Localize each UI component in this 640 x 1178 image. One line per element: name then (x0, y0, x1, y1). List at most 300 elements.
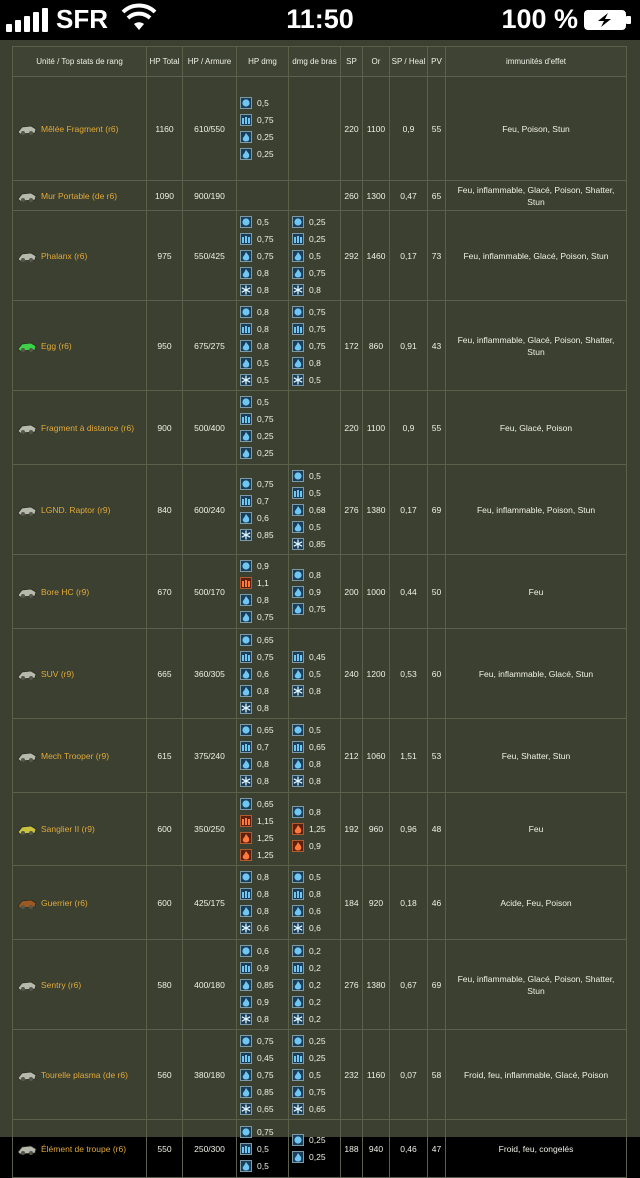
damage-value: 0,75 (309, 306, 326, 317)
unit-name-link[interactable]: Élément de troupe (r6) (41, 1143, 127, 1154)
damage-entry (240, 411, 285, 428)
cell-hp-total: 900 (147, 391, 183, 465)
cell-arm-dmg (289, 465, 341, 555)
cell-immunities: Feu, Shatter, Stun (446, 719, 627, 793)
cell-sp-heal: 0,9 (390, 77, 428, 181)
damage-value: 0,5 (257, 216, 269, 227)
damage-value: 0,5 (257, 397, 269, 407)
damage-value: 0,8 (257, 306, 269, 317)
unit-name-link[interactable]: Guerrier (r6) (41, 897, 88, 908)
header-sp: SP (341, 47, 363, 77)
cell-or: 1100 (363, 391, 390, 465)
damage-entry (240, 112, 285, 129)
damage-value: 1,25 (257, 832, 274, 843)
flame-icon (240, 611, 252, 623)
flame-icon (240, 1069, 252, 1081)
blue-orb-icon (240, 97, 252, 109)
damage-value: 0,25 (257, 448, 274, 458)
cell-pv: 65 (428, 181, 446, 211)
damage-value: 0,75 (257, 115, 274, 125)
cell-hp-total: 580 (147, 940, 183, 1030)
unit-mech-icon (16, 748, 38, 764)
damage-value: 0,75 (309, 323, 326, 334)
table-row (13, 391, 627, 465)
cell-pv: 69 (428, 465, 446, 555)
damage-value: 0,65 (309, 742, 326, 752)
table-row (13, 1030, 627, 1120)
blue-orb-icon (240, 396, 252, 408)
flame-icon (240, 996, 252, 1008)
damage-value: 0,5 (309, 250, 321, 261)
cell-or: 1380 (363, 465, 390, 555)
cell-pv: 47 (428, 1120, 446, 1178)
damage-value: 0,65 (257, 634, 274, 645)
damage-entry (240, 371, 285, 388)
damage-value: 0,7 (257, 742, 269, 752)
cell-hp-total: 1160 (147, 77, 183, 181)
damage-entry (292, 354, 337, 371)
damage-entry (240, 354, 285, 371)
damage-value: 0,5 (309, 487, 321, 498)
damage-value: 0,8 (257, 889, 269, 899)
blue-orb-icon (240, 1035, 252, 1047)
damage-entry (240, 795, 285, 812)
header-hp-total: HP Total (147, 47, 183, 77)
blue-orb-icon (240, 560, 252, 572)
cell-pv: 50 (428, 555, 446, 629)
damage-entry (292, 467, 337, 484)
flame-red-icon (240, 832, 252, 844)
damage-entry (292, 903, 337, 920)
table-row (13, 181, 627, 211)
damage-value: 1,25 (309, 824, 326, 834)
damage-value: 0,5 (309, 374, 321, 385)
damage-value: 0,25 (309, 216, 326, 227)
damage-entry (292, 566, 337, 583)
unit-turret-icon (16, 1067, 38, 1083)
cell-sp: 276 (341, 465, 363, 555)
damage-entry (292, 600, 337, 617)
blue-orb-icon (292, 871, 304, 883)
cell-hp-total: 950 (147, 301, 183, 391)
header-hp-dmg: HP dmg (237, 47, 289, 77)
flame-icon (240, 357, 252, 369)
damage-value: 0,5 (257, 1160, 269, 1171)
table-row (13, 793, 627, 866)
unit-tank-icon (16, 666, 38, 682)
cell-arm-dmg (289, 211, 341, 301)
damage-entry (240, 739, 285, 756)
cell-pv: 60 (428, 629, 446, 719)
damage-entry (292, 959, 337, 976)
flame-icon (240, 668, 252, 680)
cell-unit (13, 866, 147, 940)
damage-entry (240, 846, 285, 863)
unit-name-link[interactable]: SUV (r9) (41, 668, 75, 679)
unit-name-link[interactable]: Mur Portable (de r6) (41, 190, 118, 201)
cell-hp-armor: 250/300 (183, 1120, 237, 1178)
damage-entry (240, 665, 285, 682)
bullets-icon (240, 233, 252, 245)
damage-value: 0,8 (257, 702, 269, 713)
table-row (13, 719, 627, 793)
unit-name-link[interactable]: Phalanx (r6) (41, 250, 88, 261)
damage-entry (240, 722, 285, 739)
flame-red-icon (240, 849, 252, 861)
cell-sp: 172 (341, 301, 363, 391)
bullets-icon (240, 114, 252, 126)
damage-value: 0,85 (257, 530, 274, 540)
bullets-icon (240, 323, 252, 335)
unit-name-link[interactable]: LGND. Raptor (r9) (41, 504, 111, 515)
unit-name-link[interactable]: Mech Trooper (r9) (41, 750, 110, 761)
cell-hp-armor: 425/175 (183, 866, 237, 940)
damage-entry (240, 829, 285, 846)
cell-immunities: Feu, Poison, Stun (446, 77, 627, 181)
page-content[interactable] (0, 40, 640, 1171)
cell-hp-armor: 610/550 (183, 77, 237, 181)
cell-sp: 232 (341, 1030, 363, 1120)
damage-value: 0,25 (257, 149, 274, 159)
damage-value: 0,8 (257, 323, 269, 334)
cell-arm-dmg (289, 940, 341, 1030)
damage-entry (240, 303, 285, 320)
cell-or: 1200 (363, 629, 390, 719)
cell-hp-total: 670 (147, 555, 183, 629)
snowflake-icon (292, 775, 304, 787)
cell-arm-dmg (289, 391, 341, 465)
cell-hp-armor: 675/275 (183, 301, 237, 391)
damage-entry (240, 337, 285, 354)
damage-entry (240, 394, 285, 411)
damage-entry (292, 320, 337, 337)
damage-value: 0,8 (257, 595, 269, 605)
unit-tank-icon (16, 584, 38, 600)
cell-immunities: Feu (446, 793, 627, 866)
damage-value: 0,75 (257, 1126, 274, 1137)
damage-entry (292, 337, 337, 354)
cell-or: 1380 (363, 940, 390, 1030)
damage-value: 0,5 (257, 357, 269, 368)
cell-immunities: Feu, inflammable, Glacé, Stun (446, 629, 627, 719)
damage-value: 0,8 (309, 889, 321, 899)
flame-icon (292, 267, 304, 279)
flame-icon (292, 603, 304, 615)
damage-value: 0,5 (257, 98, 269, 108)
cell-hp-total: 600 (147, 866, 183, 940)
damage-entry (292, 1149, 337, 1166)
cell-sp-heal: 0,46 (390, 1120, 428, 1178)
cell-immunities: Froid, feu, inflammable, Glacé, Poison (446, 1030, 627, 1120)
cell-sp-heal: 0,17 (390, 465, 428, 555)
blue-orb-icon (292, 1035, 304, 1047)
damage-entry (292, 1066, 337, 1083)
cell-sp: 220 (341, 77, 363, 181)
damage-value: 1,1 (257, 578, 269, 588)
cell-unit (13, 940, 147, 1030)
cell-sp-heal: 0,96 (390, 793, 428, 866)
damage-value: 0,75 (309, 340, 326, 351)
cell-immunities: Feu, inflammable, Glacé, Poison, Shatter, Stun (446, 181, 627, 211)
cell-hp-dmg (237, 629, 289, 719)
damage-value: 0,8 (309, 685, 321, 696)
cell-sp: 220 (341, 391, 363, 465)
damage-entry (292, 773, 337, 790)
cell-or: 940 (363, 1120, 390, 1178)
damage-value: 0,5 (257, 1143, 269, 1154)
damage-value: 0,65 (257, 1103, 274, 1114)
damage-value: 0,6 (257, 513, 269, 523)
table-row (13, 301, 627, 391)
bullets-icon (240, 413, 252, 425)
damage-entry (292, 665, 337, 682)
damage-entry (292, 303, 337, 320)
cell-hp-dmg (237, 181, 289, 211)
damage-entry (240, 609, 285, 626)
damage-entry (240, 129, 285, 146)
unit-boar-icon (16, 821, 38, 837)
damage-entry (292, 722, 337, 739)
flame-icon (292, 1069, 304, 1081)
cell-arm-dmg (289, 181, 341, 211)
cell-pv: 43 (428, 301, 446, 391)
flame-icon (292, 340, 304, 352)
cell-sp-heal: 0,07 (390, 1030, 428, 1120)
damage-value: 0,9 (309, 841, 321, 851)
damage-value: 0,8 (309, 284, 321, 295)
blue-orb-icon (292, 470, 304, 482)
damage-value: 0,25 (257, 431, 274, 441)
damage-entry (240, 869, 285, 886)
damage-entry (292, 501, 337, 518)
cell-sp-heal: 0,44 (390, 555, 428, 629)
cell-sp-heal: 0,53 (390, 629, 428, 719)
damage-entry (292, 1132, 337, 1149)
bullets-icon (292, 962, 304, 974)
flame-icon (292, 905, 304, 917)
damage-value: 0,9 (257, 962, 269, 973)
unit-tank-icon (16, 1141, 38, 1157)
blue-orb-icon (292, 216, 304, 228)
blue-orb-icon (292, 306, 304, 318)
damage-value: 0,6 (257, 923, 269, 933)
cell-hp-dmg (237, 940, 289, 1030)
cell-unit (13, 1030, 147, 1120)
snowflake-icon (292, 922, 304, 934)
bullets-icon (292, 651, 304, 663)
flame-icon (240, 758, 252, 770)
unit-wall-icon (16, 188, 38, 204)
damage-value: 0,6 (257, 668, 269, 679)
damage-entry (240, 510, 285, 527)
damage-value: 1,15 (257, 815, 274, 826)
flame-icon (292, 357, 304, 369)
damage-entry (240, 1123, 285, 1140)
damage-value: 0,25 (309, 1152, 326, 1162)
damage-entry (240, 247, 285, 264)
cell-sp: 200 (341, 555, 363, 629)
unit-name-link[interactable]: Sanglier II (r9) (41, 824, 95, 834)
damage-entry (292, 518, 337, 535)
cell-hp-dmg (237, 719, 289, 793)
unit-name-link[interactable]: Tourelle plasma (de r6) (41, 1069, 128, 1080)
cell-immunities: Feu (446, 555, 627, 629)
blue-orb-icon (292, 806, 304, 818)
flame-icon (240, 267, 252, 279)
damage-entry (240, 699, 285, 716)
cell-sp-heal: 0,91 (390, 301, 428, 391)
damage-value: 0,65 (257, 725, 274, 735)
flame-icon (240, 148, 252, 160)
damage-entry (292, 1049, 337, 1066)
snowflake-icon (240, 529, 252, 541)
flame-icon (240, 1160, 252, 1172)
table-row (13, 1120, 627, 1178)
unit-warrior-icon (16, 895, 38, 911)
damage-value: 0,8 (309, 807, 321, 817)
damage-value: 0,8 (257, 776, 269, 786)
cell-unit (13, 793, 147, 866)
damage-entry (240, 682, 285, 699)
damage-entry (240, 756, 285, 773)
damage-entry (292, 1083, 337, 1100)
cell-sp: 292 (341, 211, 363, 301)
damage-value: 0,75 (257, 479, 274, 489)
damage-value: 0,75 (257, 612, 274, 622)
damage-entry (292, 682, 337, 699)
cell-sp: 240 (341, 629, 363, 719)
header-hp-armor: HP / Armure (183, 47, 237, 77)
cell-pv: 73 (428, 211, 446, 301)
unit-name-link[interactable]: Bore HC (r9) (41, 586, 90, 597)
cell-or: 1060 (363, 719, 390, 793)
damage-value: 0,65 (257, 798, 274, 809)
cell-immunities: Feu, Glacé, Poison (446, 391, 627, 465)
damage-entry (292, 484, 337, 501)
header-or: Or (363, 47, 390, 77)
damage-value: 0,6 (309, 923, 321, 933)
cell-arm-dmg (289, 555, 341, 629)
bullets-icon (240, 888, 252, 900)
damage-entry (292, 976, 337, 993)
flame-icon (292, 504, 304, 516)
unit-tank-icon (16, 121, 38, 137)
unit-name-link[interactable]: Sentry (r6) (41, 979, 82, 990)
damage-value: 0,5 (257, 374, 269, 385)
damage-value: 0,2 (309, 996, 321, 1007)
damage-entry (240, 993, 285, 1010)
snowflake-icon (240, 702, 252, 714)
damage-value: 0,2 (309, 945, 321, 956)
cell-hp-dmg (237, 1030, 289, 1120)
table-row (13, 465, 627, 555)
unit-name-link[interactable]: Egg (r6) (41, 340, 72, 351)
unit-name-link[interactable]: Fragment à distance (r6) (41, 422, 135, 433)
unit-tank-icon (16, 248, 38, 264)
cell-pv: 55 (428, 77, 446, 181)
cell-or: 860 (363, 301, 390, 391)
bullets-icon (240, 495, 252, 507)
bullets-icon (292, 233, 304, 245)
damage-value: 0,5 (309, 470, 321, 481)
blue-orb-icon (292, 724, 304, 736)
flame-icon (292, 586, 304, 598)
cell-unit (13, 1120, 147, 1178)
bullets-red-icon (240, 815, 252, 827)
cell-hp-dmg (237, 555, 289, 629)
cell-arm-dmg (289, 793, 341, 866)
cell-or: 1000 (363, 555, 390, 629)
cell-immunities: Froid, feu, congelés (446, 1120, 627, 1178)
cell-sp-heal: 0,9 (390, 391, 428, 465)
snowflake-icon (292, 685, 304, 697)
cell-sp: 212 (341, 719, 363, 793)
flame-icon (292, 668, 304, 680)
damage-value: 0,8 (257, 340, 269, 351)
damage-value: 0,9 (257, 561, 269, 571)
flame-red-icon (292, 840, 304, 852)
carrier-name: SFR (56, 4, 108, 34)
snowflake-icon (240, 775, 252, 787)
damage-value: 0,8 (309, 759, 321, 769)
damage-entry (292, 1032, 337, 1049)
damage-value: 0,2 (309, 1013, 321, 1024)
table-row (13, 77, 627, 181)
damage-value: 0,75 (257, 414, 274, 424)
bullets-icon (292, 323, 304, 335)
damage-value: 0,8 (309, 776, 321, 786)
damage-entry (240, 631, 285, 648)
damage-value: 1,25 (257, 849, 274, 860)
blue-orb-icon (240, 945, 252, 957)
snowflake-icon (240, 1103, 252, 1115)
damage-entry (240, 773, 285, 790)
clock: 11:50 (286, 4, 354, 34)
damage-value: 0,6 (309, 906, 321, 916)
damage-entry (240, 976, 285, 993)
bullets-icon (292, 487, 304, 499)
cell-pv: 69 (428, 940, 446, 1030)
damage-entry (240, 230, 285, 247)
damage-value: 0,5 (309, 521, 321, 532)
damage-value: 0,75 (257, 1069, 274, 1080)
damage-entry (292, 804, 337, 821)
damage-value: 0,75 (309, 603, 326, 614)
damage-entry (292, 230, 337, 247)
damage-entry (240, 146, 285, 163)
damage-entry (292, 920, 337, 937)
cell-hp-total: 665 (147, 629, 183, 719)
damage-entry (292, 371, 337, 388)
battery-percentage: 100 % (501, 4, 578, 34)
bullets-icon (240, 651, 252, 663)
unit-name-link[interactable]: Mêlée Fragment (r6) (41, 123, 119, 134)
cell-arm-dmg (289, 77, 341, 181)
header-immunities: immunités d'effet (446, 47, 627, 77)
bullets-red-icon (240, 577, 252, 589)
damage-value: 0,85 (257, 1086, 274, 1097)
snowflake-icon (240, 374, 252, 386)
snowflake-icon (292, 538, 304, 550)
damage-value: 0,85 (257, 979, 274, 990)
bullets-icon (240, 1143, 252, 1155)
cell-hp-armor: 500/400 (183, 391, 237, 465)
cell-hp-armor: 550/425 (183, 211, 237, 301)
damage-value: 0,25 (309, 1135, 326, 1145)
damage-value: 0,2 (309, 979, 321, 990)
damage-value: 0,25 (257, 132, 274, 142)
blue-orb-icon (240, 724, 252, 736)
